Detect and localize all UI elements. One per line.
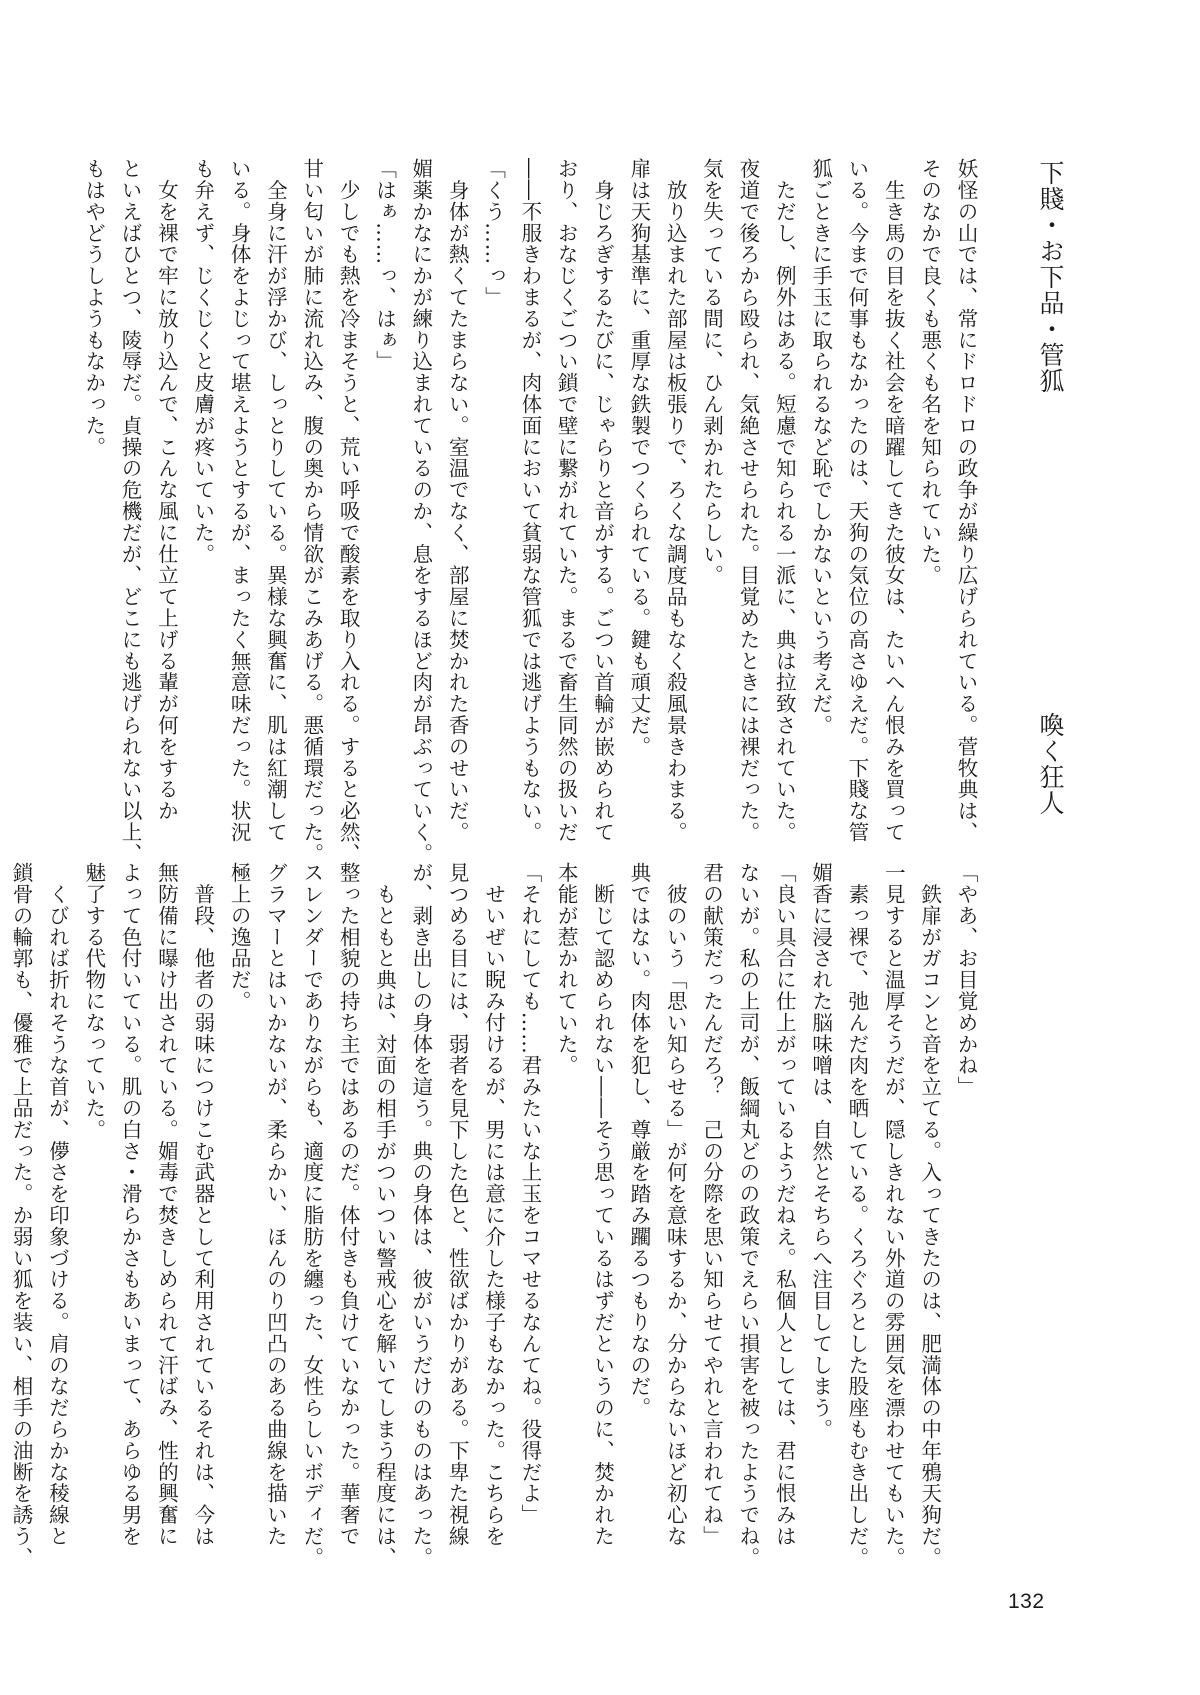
text-line: 妖怪の山では、常にドロドロの政争が繰り広げられている。菅牧典は、 <box>954 158 978 843</box>
text-line: 「くう……っ」 <box>481 158 506 308</box>
text-line: 甘い匂いが肺に流れ込み、腹の奥から情欲がこみあげる。悪循環だった。 <box>299 158 324 865</box>
text-line: 鎖骨の輪郭も、優雅で上品だった。か弱い狐を装い、相手の油断を誘う、 <box>9 862 34 1569</box>
text-line: 鉄扉がガコンと音を立てる。入ってきたのは、肥満体の中年鴉天狗だ。 <box>917 862 942 1569</box>
text-line: 扉は天狗基準に、重厚な鉄製でつくられている。鍵も頑丈だ。 <box>626 158 651 758</box>
text-line: スレンダーでありながらも、適度に脂肪を纏った、女性らしいボディだ。 <box>299 862 324 1569</box>
text-line: 媚薬かなにかが練り込まれているのか、息をするほど肉が昂ぶっていく。 <box>408 158 433 865</box>
text-line: 放り込まれた部屋は板張りで、ろくな調度品もなく殺風景きわまる。 <box>663 158 688 843</box>
text-line: ――不服きわまるが、肉体面において貧弱な管狐では逃げようもない。 <box>517 158 542 843</box>
text-line: 極上の逸品だ。 <box>227 862 252 1012</box>
text-line: 整った相貌の持ち主ではあるのだ。体付きも負けていなかった。華奢で <box>336 862 361 1547</box>
text-line: 普段、他者の弱味につけこむ武器として利用されているそれは、今は <box>190 862 215 1547</box>
text-line: おり、おなじくごつい鎖で壁に繋がれていた。まるで畜生同然の扱いだ <box>554 158 579 843</box>
text-block-bottom <box>9 862 984 1569</box>
text-line: 見つめる目には、弱者を見下した色と、性欲ばかりがある。下卑た視線 <box>445 862 470 1547</box>
text-line: もともと典は、対面の相手がついつい警戒心を解いてしまう程度には、 <box>372 862 397 1569</box>
text-line: 一見すると温厚そうだが、隠しきれない外道の雰囲気を漂わせてもいた。 <box>881 862 906 1569</box>
text-line: よって色付いている。肌の白さ・滑らかさもあいまって、あらゆる男を <box>118 862 143 1547</box>
text-line: 「はぁ……っ、はぁ」 <box>372 158 397 372</box>
text-line: 少しでも熱を冷まそうと、荒い呼吸で酸素を取り入れる。すると必然、 <box>336 158 361 865</box>
text-line: 身体が熱くてたまらない。室温でなく、部屋に焚かれた香のせいだ。 <box>445 158 470 843</box>
text-line: 彼のいう「思い知らせる」が何を意味するか、分からないほど初心な <box>663 862 688 1547</box>
text-line: 「それにしても……君みたいな上玉をコマせるなんてね。役得だよ」 <box>517 862 542 1526</box>
text-line: 狐ごときに手玉に取られるなど恥でしかないという考えだ。 <box>808 158 833 736</box>
text-line: くびれば折れそうな首が、儚さを印象づける。肩のなだらかな稜線と <box>45 862 70 1547</box>
text-line: 媚香に浸された脳味噌は、自然とそちらへ注目してしまう。 <box>808 862 833 1440</box>
text-line: 本能が惹かれていた。 <box>554 862 579 1076</box>
text-line: 典ではない。肉体を犯し、尊厳を踏み躙るつもりなのだ。 <box>626 862 651 1419</box>
text-line: 女を裸で牢に放り込んで、こんな風に仕立て上げる輩が何をするか <box>154 158 179 822</box>
text-line: グラマーとはいかないが、柔らかい、ほんのり凹凸のある曲線を描いた <box>263 862 288 1547</box>
text-line: 「良い具合に仕上がっているようだねえ。私個人としては、君に恨みは <box>772 862 797 1547</box>
text-line: が、剥き出しの身体を這う。典の身体は、彼がいうだけのものはあった。 <box>408 862 433 1569</box>
text-line: 気を失っている間に、ひん剥かれたらしい。 <box>699 158 724 586</box>
text-block-top <box>81 158 984 865</box>
text-line: ただし、例外はある。短慮で知られる一派に、典は拉致されていた。 <box>772 158 797 843</box>
text-line: 無防備に曝け出されている。媚毒で焚きしめられて汗ばみ、性的興奮に <box>154 862 179 1547</box>
text-line: 夜道で後ろから殴られ、気絶させられた。目覚めたときには裸だった。 <box>735 158 760 843</box>
text-line: といえばひとつ、陵辱だ。貞操の危機だが、どこにも逃げられない以上、 <box>118 158 143 865</box>
page-number: 132 <box>1008 1590 1045 1613</box>
text-line: そのなかで良くも悪くも名を知られていた。 <box>917 158 942 586</box>
text-line: 生き馬の目を抜く社会を暗躍してきた彼女は、たいへん恨みを買って <box>881 158 906 843</box>
text-line: 「やあ、お目覚めかね」 <box>954 862 978 1098</box>
text-line: せいぜい睨み付けるが、男には意に介した様子もなかった。こちらを <box>481 862 506 1547</box>
text-line: いる。身体をよじって堪えようとするが、まったく無意味だった。状況 <box>227 158 252 843</box>
text-line: 素っ裸で、弛んだ肉を晒している。くろぐろとした股座もむき出しだ。 <box>844 862 869 1569</box>
running-header-title: 下賤・お下品・管狐 <box>1036 160 1065 394</box>
text-line: もはやどうしようもなかった。 <box>81 158 106 458</box>
text-line: 身じろぎするたびに、じゃらりと音がする。ごつい首輪が嵌められて <box>590 158 615 843</box>
text-line: ないが。私の上司が、飯綱丸どのの政策でえらい損害を被ったようでね。 <box>735 862 760 1569</box>
text-line: も弁えず、じくじくと皮膚が疼いていた。 <box>190 158 215 565</box>
text-line: 君の献策だったんだろ？ 己の分際を思い知らせてやれと言われてね」 <box>699 862 724 1547</box>
text-line: いる。今まで何事もなかったのは、天狗の気位の高さゆえだ。下賤な管 <box>844 158 869 843</box>
text-line: 魅了する代物になっていた。 <box>81 862 106 1141</box>
text-line: 全身に汗が浮かび、しっとりしている。異様な興奮に、肌は紅潮して <box>263 158 288 843</box>
running-header-author: 喚く狂人 <box>1036 712 1065 816</box>
text-line: 断じて認められない――そう思っているはずだというのに、焚かれた <box>590 862 615 1547</box>
